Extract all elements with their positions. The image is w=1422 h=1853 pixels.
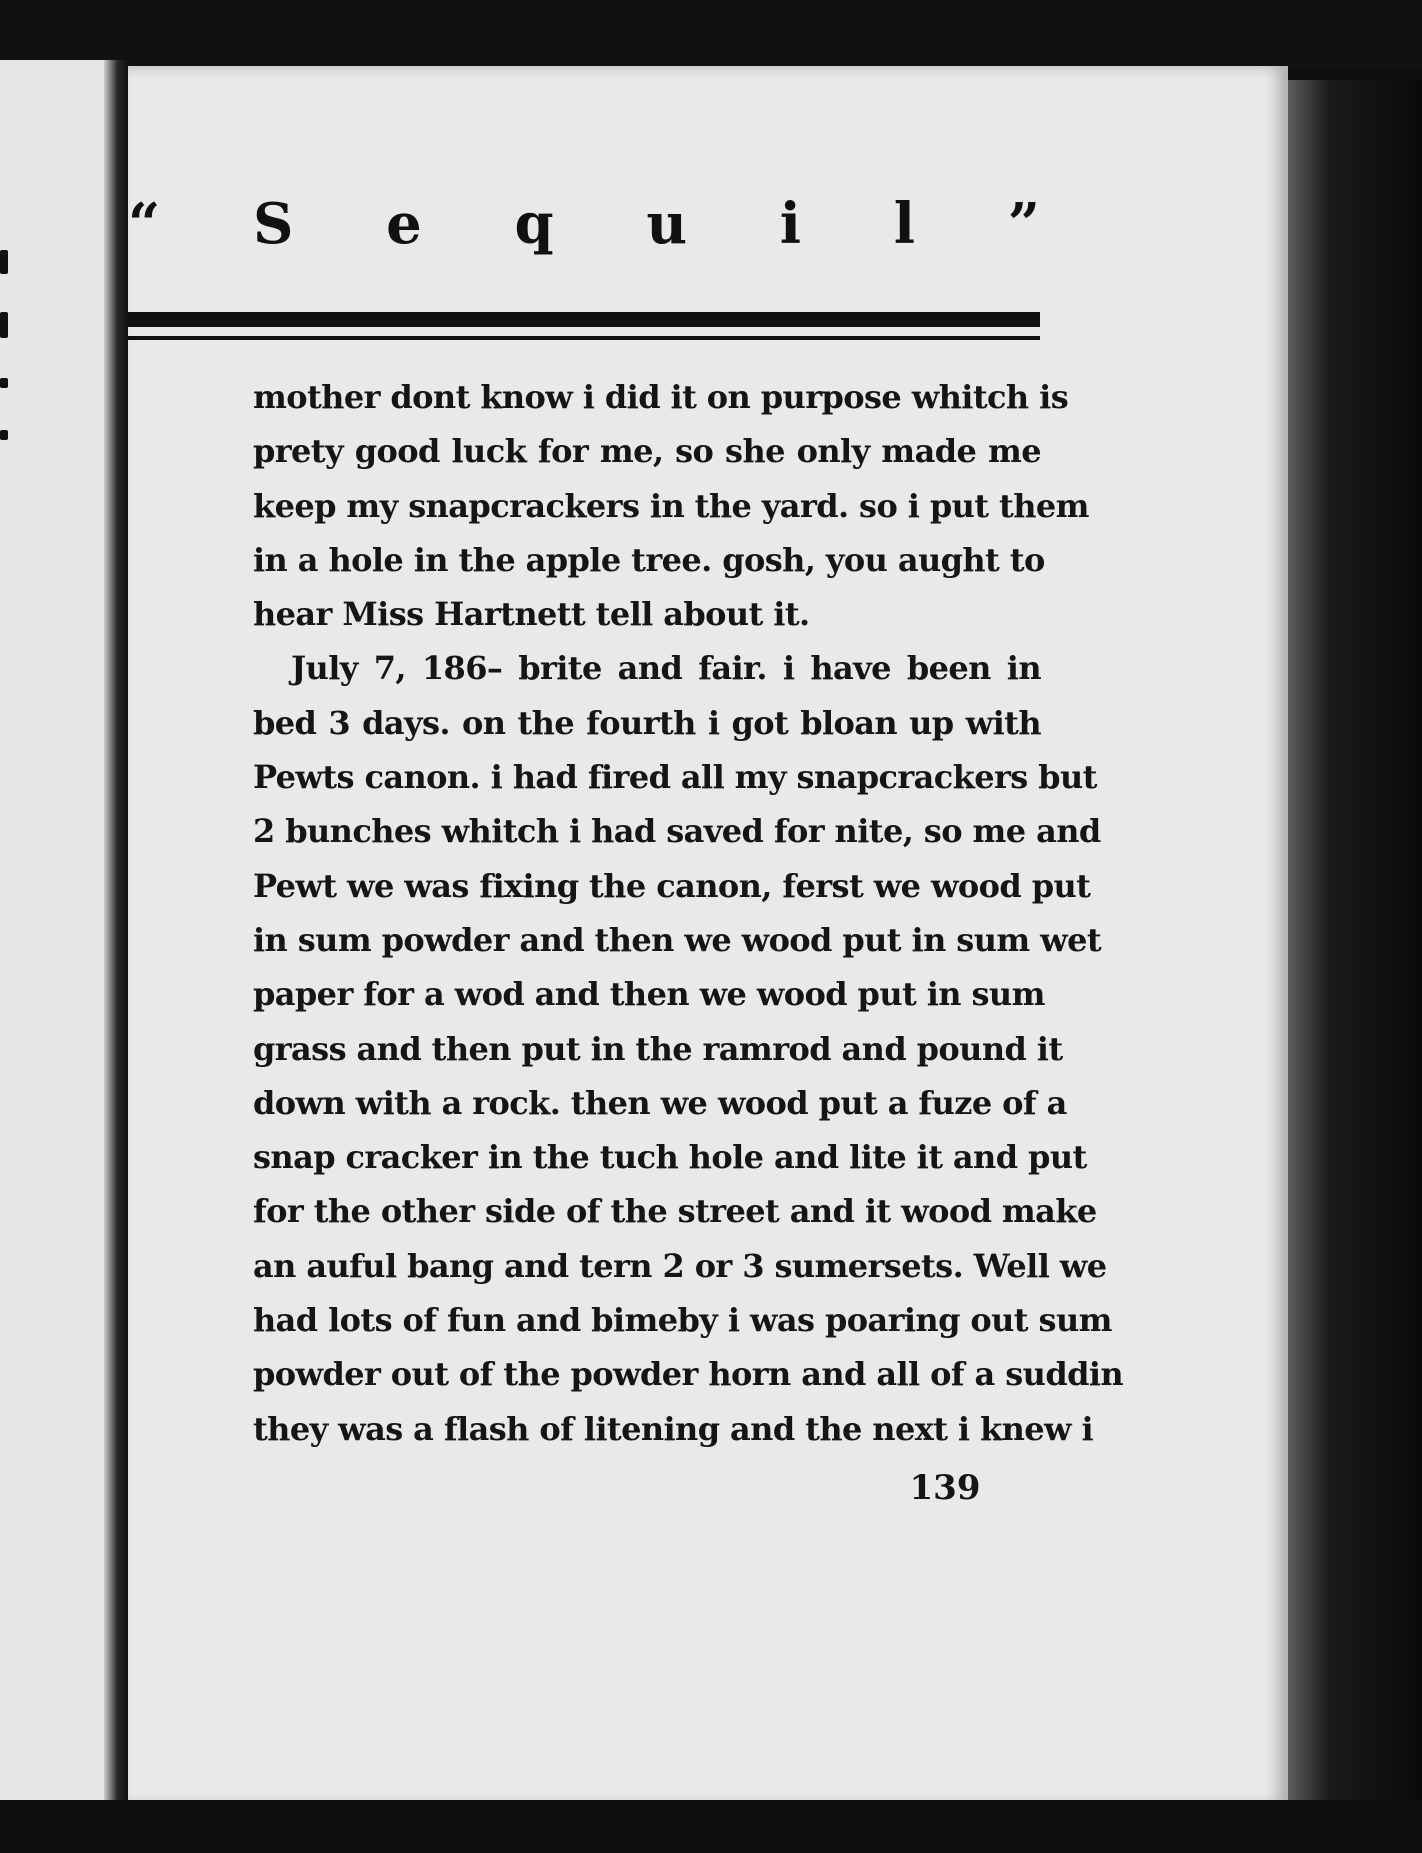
text-line: had lots of fun and bimeby i was poaring out sum	[253, 1301, 1112, 1340]
title-char: e	[386, 191, 422, 257]
text-line: 2 bunches whitch i had saved for nite, so me and	[253, 812, 1101, 851]
text-line: paper for a wod and then we wood put in sum	[253, 975, 1045, 1014]
page-number: 139	[909, 1468, 981, 1508]
text-line: prety good luck for me, so she only made me	[253, 432, 1041, 471]
text-line: hear Miss Hartnett tell about it.	[253, 595, 810, 634]
book-edge-shadow	[1280, 80, 1422, 1800]
text-line: bed 3 days. on the fourth i got bloan up with	[253, 703, 1041, 742]
ink-mark	[0, 430, 8, 440]
title-char: l	[893, 191, 916, 257]
title-char: u	[646, 191, 688, 257]
text-line: an auful bang and tern 2 or 3 sumersets. Well we	[253, 1246, 1107, 1285]
ink-mark	[0, 250, 8, 274]
header-rule-thin	[128, 336, 1040, 340]
text-line: they was a flash of litening and the next i knew i	[253, 1409, 1094, 1448]
text-line: Pewts canon. i had fired all my snapcrackers but	[253, 758, 1097, 797]
text-line: snap cracker in the tuch hole and lite it and put	[253, 1138, 1087, 1177]
title-char: “	[128, 191, 161, 257]
ink-mark	[0, 378, 8, 388]
text-line: powder out of the powder horn and all of a suddin	[253, 1355, 1124, 1394]
previous-page-edge	[0, 60, 128, 1805]
text-line: grass and then put in the ramrod and pound it	[253, 1029, 1063, 1068]
running-header	[128, 185, 1040, 285]
text-line: July 7, 186– brite and fair. i have been in	[291, 649, 1041, 688]
title-char: ”	[1007, 191, 1040, 257]
text-line: Pewt we was fixing the canon, ferst we wood put	[253, 866, 1091, 905]
book-gutter	[104, 60, 128, 1805]
text-line: in sum powder and then we wood put in sum wet	[253, 920, 1102, 959]
title-char: S	[252, 191, 294, 257]
text-line: for the other side of the street and it wood make	[253, 1192, 1097, 1231]
text-line: in a hole in the apple tree. gosh, you aught to	[253, 540, 1045, 579]
scan-top-border	[0, 0, 1422, 70]
title-char: q	[514, 191, 554, 257]
running-title	[128, 185, 1040, 263]
scan-bottom-border	[0, 1800, 1422, 1853]
body-text	[253, 370, 1124, 1456]
header-rule-thick	[128, 312, 1040, 327]
title-char: i	[779, 191, 802, 257]
text-line: mother dont know i did it on purpose whitch is	[253, 378, 1069, 416]
text-line: down with a rock. then we wood put a fuze of a	[253, 1083, 1067, 1122]
text-line: keep my snapcrackers in the yard. so i put them	[253, 486, 1089, 525]
ink-mark	[0, 312, 8, 338]
